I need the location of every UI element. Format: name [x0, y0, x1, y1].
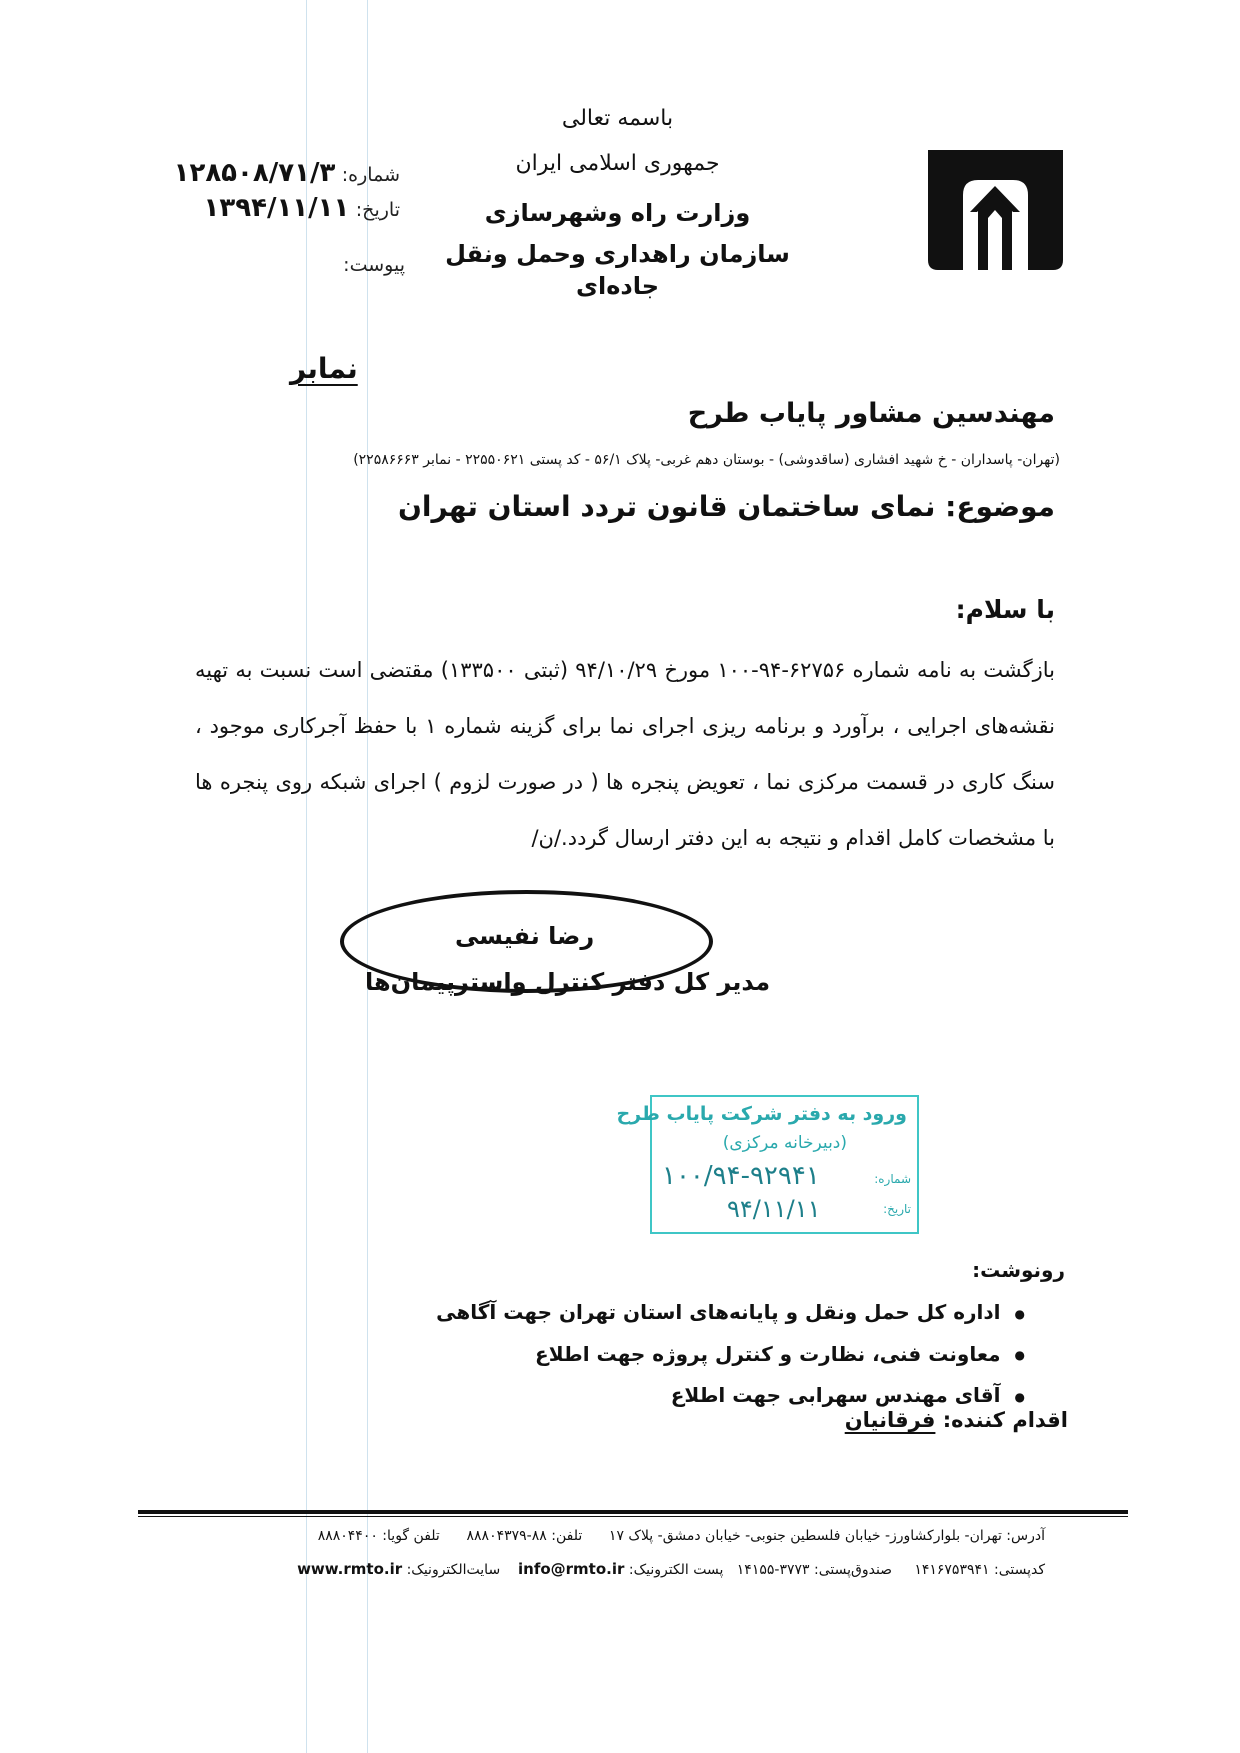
- cc-item: ● آقای مهندس سهرابی جهت اطلاع: [325, 1375, 1025, 1417]
- letter-subject: موضوع: نمای ساختمان قانون تردد استان تهران: [398, 490, 1055, 523]
- stamp-date-label: تاریخ:: [883, 1202, 911, 1216]
- action-by: [845, 1408, 1068, 1432]
- stamp-title: ورود به دفتر شرکت پایاب طرح: [616, 1103, 907, 1125]
- stamp-subtitle: (دبیرخانه مرکزی): [722, 1133, 847, 1153]
- footer-voice-phone: تلفن گویا: ۸۸۸۰۴۴۰۰: [317, 1528, 440, 1544]
- letter-attachment: [285, 252, 405, 276]
- letter-number-label: شماره:: [341, 164, 400, 186]
- letter-body: بازگشت به نامه شماره ۶۲۷۵۶-۹۴-۱۰۰ مورخ ۹۴/۱۰/۲۹ (ثبتی ۱۳۳۵۰۰) مقتضی است نسبت به تهیه نقشه‌های اجرایی ، برآورد و برنامه ریزی اجرای نما برای گزینه شماره ۱ با حفظ آجرکاری موجود ، سنگ کاری در قسمت مرکزی نما ، تعویض پنجره ها ( در صورت لزوم ) اجرای شبکه روی پنجره ها با مشخصات کامل اقدام و نتیجه به این دفتر ارسال گردد./ن/: [195, 658, 1056, 850]
- signatory-title: مدیر کل دفتر کنترل ‌واسترپیمان‌ها: [365, 968, 771, 996]
- letter-attachment-label: پیوست:: [343, 254, 405, 276]
- footer-po-box: صندوق‌پستی: ۳۷۷۳-۱۴۱۵۵: [736, 1562, 893, 1578]
- footer-email-label: پست الکترونیک:: [628, 1562, 724, 1578]
- greeting: با سلام:: [955, 595, 1055, 624]
- stamp-date-value: ۹۴/۱۱/۱۱: [727, 1195, 821, 1223]
- cc-item: ● معاونت فنی، نظارت و کنترل پروژه جهت اطلاع: [325, 1334, 1025, 1376]
- letter-number: [160, 158, 400, 188]
- organization-name: سازمان راهداری وحمل ونقل جاده‌ای: [445, 240, 790, 300]
- letter-number-value: ۱۲۸۵۰۸/۷۱/۳: [173, 158, 336, 188]
- action-by-name: فرقانیان: [844, 1408, 936, 1432]
- footer-rule: [138, 1510, 1128, 1514]
- footer-postal-line: [250, 1560, 1045, 1578]
- received-stamp: [616, 1095, 919, 1234]
- action-by-label: اقدام کننده:: [942, 1408, 1068, 1432]
- footer-rule: [138, 1516, 1128, 1517]
- signatory-name: رضا نفیسی: [455, 922, 595, 950]
- recipient-address: (تهران- پاسداران - خ شهید افشاری (ساقدوشی) - بوستان دهم غربی- پلاک ۵۶/۱ - کد پستی ۲۲۵۵۰۶۲۱ - نمابر ۲۲۵۸۶۶۶۳): [353, 452, 1060, 468]
- cc-item: ● اداره کل حمل ونقل و پایانه‌های استان تهران جهت آگاهی: [325, 1292, 1025, 1334]
- letter-date-label: تاریخ:: [355, 199, 400, 221]
- ministry-name: وزارت راه وشهرسازی: [484, 199, 751, 228]
- letter-date: [160, 193, 400, 223]
- footer-phone: تلفن: ۸۸-۸۸۸۰۴۳۷۹: [466, 1528, 583, 1544]
- recipient-name: مهندسین مشاور پایاب طرح: [687, 398, 1055, 429]
- letterhead: [420, 105, 815, 302]
- fax-label: نمابر: [290, 352, 358, 385]
- stamp-number-label: شماره:: [874, 1172, 911, 1186]
- stamp-number-value: ۱۰۰/۹۴-۹۲۹۴۱: [662, 1161, 820, 1191]
- footer-contact-line: [245, 1528, 1045, 1544]
- republic-name: جمهوری اسلامی ایران: [515, 150, 720, 176]
- footer-postal-code: کدپستی: ۱۴۱۶۷۵۳۹۴۱: [914, 1562, 1045, 1578]
- footer-website[interactable]: www.rmto.ir: [297, 1560, 403, 1578]
- cc-list: [325, 1292, 1025, 1417]
- bismillah: باسمه تعالی: [561, 106, 674, 131]
- footer-website-label: سایت‌الکترونیک:: [406, 1562, 501, 1578]
- footer-email[interactable]: info@rmto.ir: [518, 1560, 625, 1578]
- cc-heading: رونوشت:: [972, 1258, 1065, 1282]
- rmto-logo-icon: [918, 140, 1073, 275]
- letter-date-value: ۱۳۹۴/۱۱/۱۱: [203, 193, 350, 223]
- footer-address: آدرس: تهران- بلوارکشاورز- خیابان فلسطین جنوبی- خیابان دمشق- پلاک ۱۷: [608, 1528, 1045, 1544]
